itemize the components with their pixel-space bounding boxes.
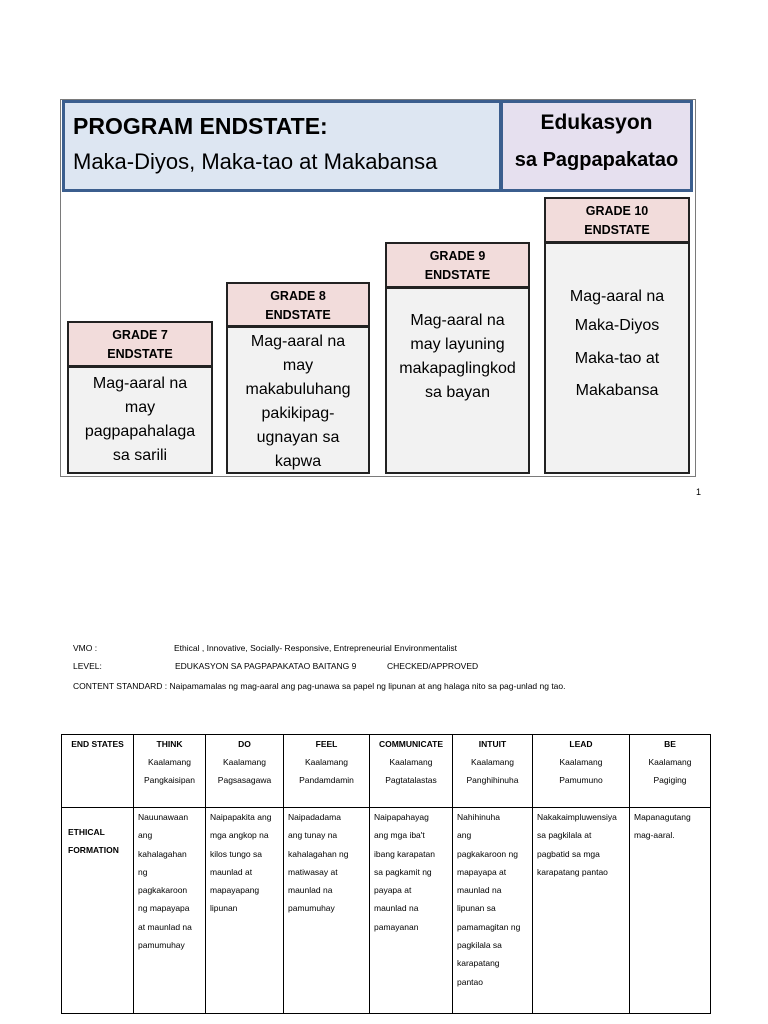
header-sub: Kaalamang [304, 757, 348, 767]
cell-line: pagkakaroon ng [457, 848, 518, 859]
cell-line: pantao [457, 976, 483, 987]
endstates-table [61, 734, 711, 1014]
grade-7-line: Mag-aaral na [92, 375, 188, 392]
subject-line-2: sa Pagpapakatao [514, 149, 679, 171]
cell-line: kahalagahan [138, 848, 187, 859]
grade-8-line: may [282, 357, 314, 374]
header-sub: Pagsasagawa [217, 775, 272, 785]
header-communicate [370, 735, 453, 808]
vmo-value: Ethical , Innovative, Socially- Responsive, Entrepreneurial Environmentalist [174, 643, 457, 653]
cell-line: Nauunawaan [138, 812, 189, 822]
grade-8-line: ugnayan sa [256, 429, 340, 446]
grade-8-step [226, 282, 370, 474]
vmo-label: VMO : [73, 643, 98, 653]
cell-line: maunlad na [457, 885, 502, 896]
cell-line: sa pagkamit ng [374, 866, 432, 877]
grade-10-head-line1: GRADE 10 [585, 204, 649, 218]
cell-line: ang [138, 830, 153, 841]
subject-banner [500, 100, 693, 192]
grade-7-step [67, 321, 213, 474]
cell-line: mapayapang [210, 885, 260, 896]
grade-8-line: pakikipag- [261, 405, 335, 422]
header-intuit [453, 735, 533, 808]
cell-line: pamumuhay [288, 903, 335, 914]
grade-10-header [544, 197, 690, 243]
grade-7-line: may [124, 399, 156, 416]
level-value: EDUKASYON SA PAGPAPAKATAO BAITANG 9 [175, 661, 357, 671]
cell-line: kilos tungo sa [210, 848, 262, 859]
cell-communicate [370, 808, 453, 1014]
level-label: LEVEL: [73, 661, 102, 671]
grade-9-head-line2: ENDSTATE [424, 268, 491, 282]
content-standard: CONTENT STANDARD : Naipamamalas ng mag-aaral ang pag-unawa sa papel ng lipunan at ang halaga nito sa pag-unlad ng tao. [73, 681, 566, 691]
grade-7-head-line1: GRADE 7 [112, 328, 168, 342]
grade-7-line: pagpapahalaga [84, 423, 196, 440]
cell-line: Mapanagutang [634, 812, 691, 822]
cell-line: mapayapa at [457, 866, 507, 877]
header-label: INTUIT [478, 739, 507, 749]
cell-line: Nahihinuha [457, 812, 501, 822]
cell-line: ang mga iba't [374, 830, 425, 841]
grade-8-head-line1: GRADE 8 [270, 289, 326, 303]
cell-feel [284, 808, 370, 1014]
cell-think [134, 808, 206, 1014]
cell-line: matiwasay at [288, 866, 338, 877]
header-label: DO [238, 739, 251, 749]
banner-title: PROGRAM ENDSTATE: [73, 113, 328, 139]
header-feel [284, 735, 370, 808]
subject-line-1: Edukasyon [540, 111, 653, 134]
grade-8-line: kapwa [274, 453, 322, 470]
cell-line: kahalagahan ng [288, 848, 349, 859]
header-label: LEAD [569, 739, 593, 749]
table-header-row [62, 735, 711, 808]
row-label-line: ETHICAL [68, 827, 105, 837]
banner-subtitle: Maka-Diyos, Maka-tao at Makabansa [73, 149, 438, 174]
row-label-ethical-formation [62, 808, 134, 1014]
grade-10-description [544, 242, 690, 474]
cell-lead [533, 808, 630, 1014]
header-sub: Kaalamang [222, 757, 266, 767]
header-label: THINK [156, 739, 183, 749]
cell-line: mga angkop na [210, 830, 269, 841]
grade-10-line: Maka-tao at [574, 350, 660, 367]
cell-line: pagkilala sa [457, 940, 502, 951]
grade-10-line: Mag-aaral na [569, 288, 665, 305]
header-think [134, 735, 206, 808]
header-sub: Kaalamang [389, 757, 433, 767]
cell-line: lipunan [210, 903, 238, 914]
header-sub: Pandamdamin [299, 775, 354, 785]
grade-9-header [385, 242, 530, 288]
cell-line: ibang karapatan [374, 848, 435, 859]
header-label: BE [664, 739, 676, 749]
cell-line: karapatang [457, 958, 500, 969]
grade-9-step [385, 242, 530, 474]
cell-line: Nakakaimpluwensiya [537, 812, 617, 822]
cell-line: karapatang pantao [537, 866, 608, 877]
header-lead [533, 735, 630, 808]
header-sub: Panghihinuha [466, 775, 519, 785]
grade-9-line: sa bayan [425, 384, 490, 401]
grade-7-description [67, 366, 213, 474]
cell-be [630, 808, 711, 1014]
cell-line: pagkakaroon [138, 885, 188, 896]
header-sub: Kaalamang [559, 757, 603, 767]
cell-line: pamayanan [374, 921, 419, 932]
cell-line: Naipadadama [288, 812, 341, 822]
cell-line: ng mapayapa [138, 903, 190, 914]
header-sub: Kaalamang [147, 757, 191, 767]
header-do [206, 735, 284, 808]
grade-8-line: Mag-aaral na [250, 333, 346, 350]
page-number: 1 [696, 487, 702, 497]
cell-line: payapa at [374, 885, 412, 896]
header-sub: Kaalamang [470, 757, 514, 767]
program-endstate-banner [62, 100, 502, 192]
header-label: END STATES [71, 739, 124, 749]
cell-line: at maunlad na [138, 921, 192, 932]
cell-line: maunlad na [288, 885, 333, 896]
table-row [62, 808, 711, 1014]
grade-7-line: sa sarili [112, 447, 168, 464]
grade-10-line: Maka-Diyos [574, 317, 660, 334]
grade-7-header [67, 321, 213, 367]
grade-8-description [226, 326, 370, 474]
cell-line: lipunan sa [457, 903, 496, 914]
header-be [630, 735, 711, 808]
cell-line: maunlad na [374, 903, 419, 914]
cell-line: ang [457, 830, 472, 841]
cell-line: ang tunay na [288, 830, 338, 841]
cell-line: maunlad at [210, 866, 253, 877]
grade-9-line: Mag-aaral na [410, 312, 505, 329]
grade-9-line: makapaglingkod [399, 360, 516, 377]
approval-status: CHECKED/APPROVED [387, 661, 479, 671]
grade-9-description [385, 287, 530, 474]
header-sub: Pagtatalastas [385, 775, 437, 785]
cell-line: pagbatid sa mga [537, 848, 600, 859]
grade-8-header [226, 282, 370, 327]
cell-line: pamumuhay [138, 940, 185, 951]
grade-9-head-line1: GRADE 9 [429, 249, 486, 263]
header-end-states [62, 735, 134, 808]
cell-intuit [453, 808, 533, 1014]
cell-line: ng [138, 866, 148, 877]
grade-8-line: makabuluhang [245, 381, 351, 398]
header-label: COMMUNICATE [378, 739, 444, 749]
grade-10-line: Makabansa [575, 382, 659, 399]
cell-line: Naipapahayag [374, 812, 429, 822]
grade-7-head-line2: ENDSTATE [107, 347, 173, 361]
grade-9-line: may layuning [410, 336, 505, 353]
cell-line: Naipapakita ang [210, 812, 272, 822]
header-sub: Kaalamang [648, 757, 692, 767]
grade-8-head-line2: ENDSTATE [265, 308, 331, 322]
cell-line: pamamagitan ng [457, 921, 521, 932]
cell-line: sa pagkilala at [537, 830, 592, 841]
header-sub: Pagiging [653, 775, 687, 785]
cell-do [206, 808, 284, 1014]
cell-line: mag-aaral. [634, 830, 675, 841]
header-label: FEEL [315, 739, 338, 749]
row-label-line: FORMATION [68, 845, 119, 855]
header-sub: Pangkaisipan [143, 775, 196, 785]
grade-10-head-line2: ENDSTATE [584, 223, 650, 237]
grade-10-step [544, 197, 690, 474]
header-sub: Pamumuno [559, 775, 603, 785]
